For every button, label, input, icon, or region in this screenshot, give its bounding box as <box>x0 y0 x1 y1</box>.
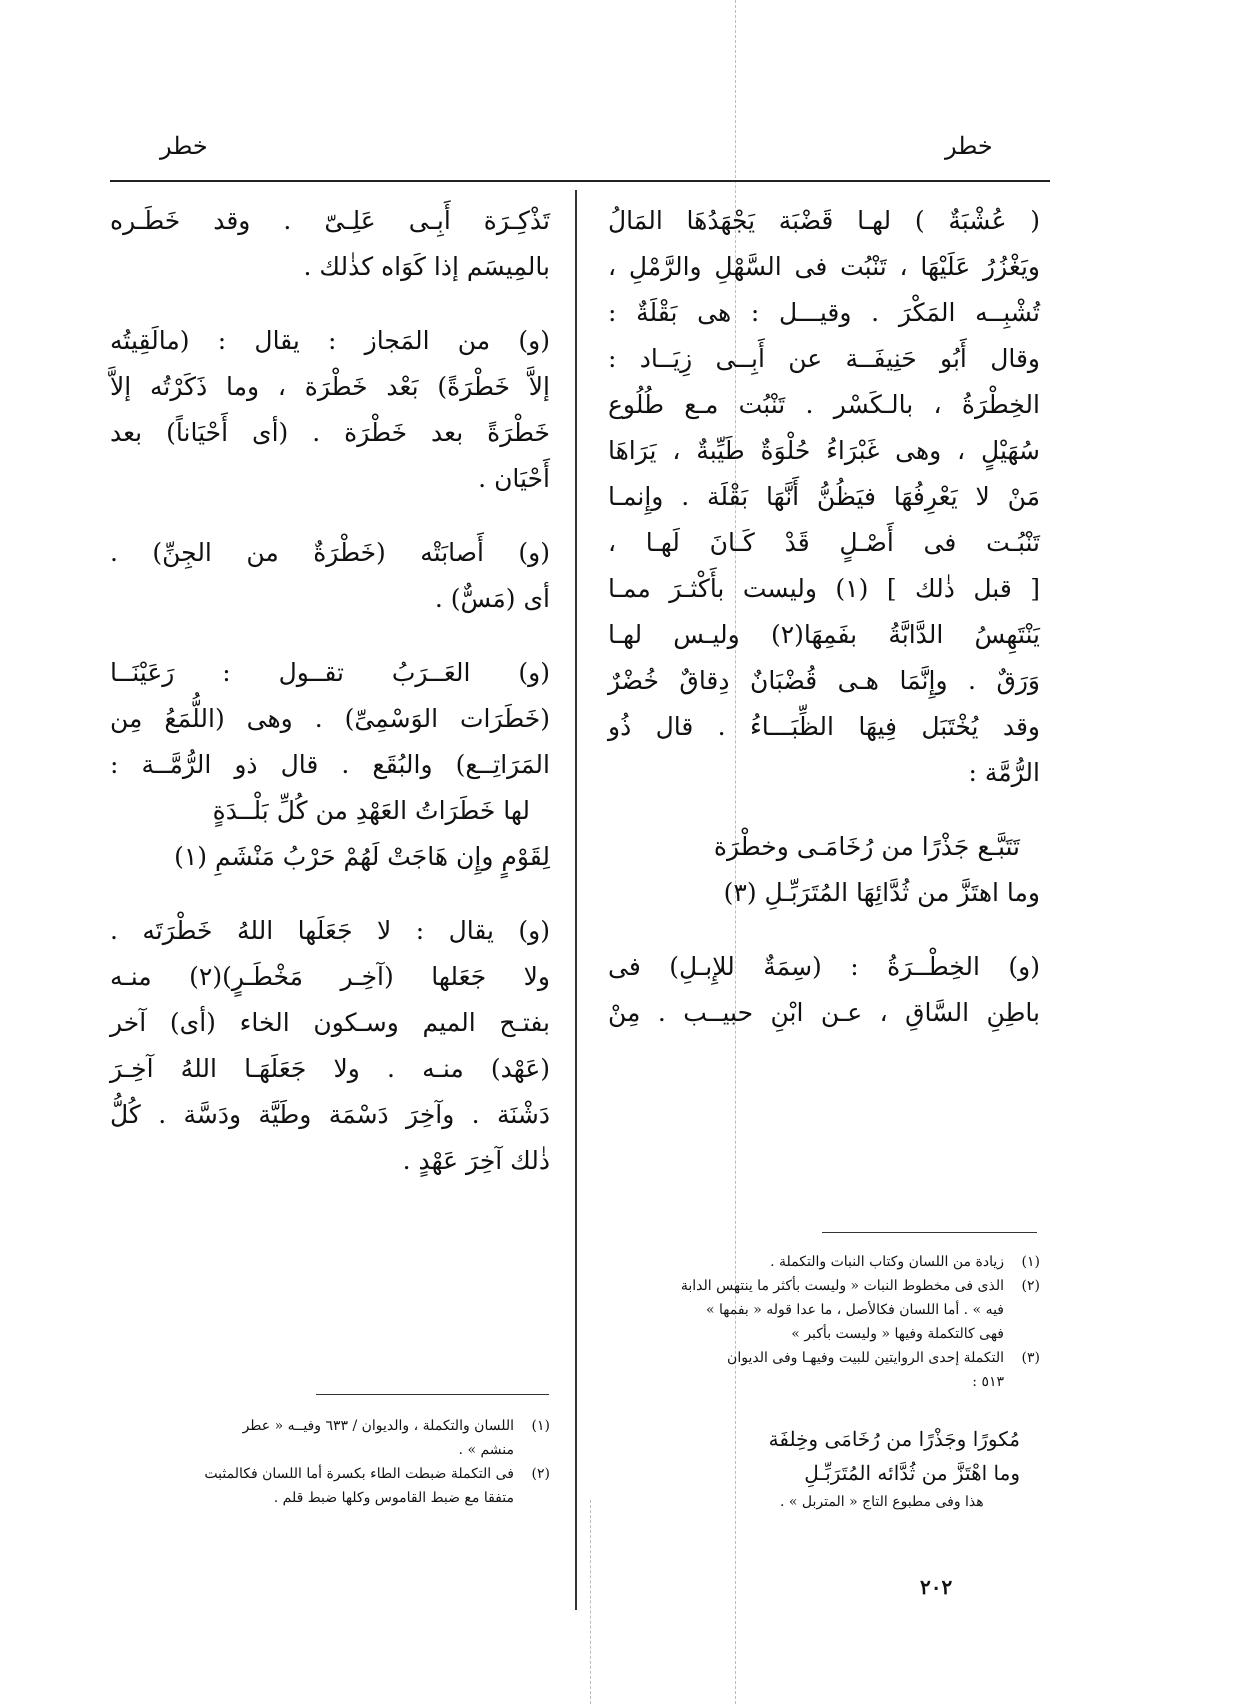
text-line: وَرَقٌ . وإِنَّمَا هـى قُضْبَانٌ دِقاقٌ خُضْرٌ <box>608 666 1040 695</box>
right-column <box>608 198 1040 1036</box>
text-line: تَذْكِـرَة أَبِـى عَلِـىّ . وقد خَطَـره <box>110 206 550 235</box>
text-line: سُهَيْلٍ ، وهى غَبْرَاءُ حُلْوَةٌ طَيِّبةٌ ، يَرَاهَا <box>608 436 1040 465</box>
footnote-number: (٣) <box>1021 1350 1040 1366</box>
text-line: (و) يقال : لا جَعَلَها اللهُ خَطْرَتَه . <box>110 916 550 945</box>
text-line: تَنْبُـت فى أَصْـلٍ قَدْ كَـانَ لَهـا ، <box>608 528 1040 557</box>
text-line: ( عُشْبَةٌ ) لهـا قَضْبَة يَجْهَدُهَا المَالُ <box>608 206 1040 235</box>
text-line: (خَطَرَات الوَسْمِىِّ) . وهى (اللُّمَعُ مِن <box>110 704 550 733</box>
footnote-line <box>150 1438 550 1462</box>
page-number: ٢٠٢ <box>920 1575 953 1599</box>
verse-hemistich: لِقَوْمٍ وإِن هَاجَتْ لَهُمْ حَرْبُ مَنْشَمِ (١) <box>174 842 550 871</box>
verse-hemistich: لها خَطَرَاتُ العَهْدِ من كُلِّ بَلْــدَةٍ <box>212 796 530 825</box>
text-line: باطِنِ السَّاقِ ، عـن ابْنِ حبيــب . مِنْ <box>608 998 1040 1027</box>
text-line: ولا جَعَلها (آخِـر مَخْطَـرٍ)(٢) منـه <box>110 962 550 991</box>
footnote-line <box>700 1370 1040 1394</box>
text-line: مَنْ لا يَعْرِفُهَا فيَظُنُّ أَنَّهَا بَقْلَة . وإِنمـا <box>608 482 1040 511</box>
text-line: (و) أَصابَتْه (خَطْرَةٌ من الجِنِّ) . <box>110 538 550 567</box>
footnote-text: فيه » . أما اللسان فكالأصل ، ما عدا قوله « بفمها » <box>706 1302 1004 1318</box>
header-rule <box>110 180 1050 182</box>
text-line: يَنْتَهِسُ الدَّابَّةُ بفَمِهَا(٢) وليـس لهـا <box>608 620 1040 649</box>
footnote-number: (١) <box>1021 1254 1040 1270</box>
verse-hemistich: وما اهتَزَّ من ثُدَّائِهَا المُتَرَبِّـلِ (٣) <box>723 878 1040 907</box>
footnote-text: اللسان والتكملة ، والديوان / ٦٣٣ وفيــه « عطر <box>242 1418 514 1434</box>
footnote-verse-hemistich: وما اهْتَزَّ من ثُدَّائه المُتَرَبِّـلِ <box>804 1461 1020 1485</box>
text-line: [ قبل ذٰلك ] (١) وليست بأَكْثـرَ ممـا <box>608 574 1040 603</box>
text-line: ويَغْزُرُ عَلَيْهَا ، تَنْبُت فى السَّهْلِ والرَّمْلِ ، <box>608 252 1040 281</box>
text-line: أى (مَسٌّ) . <box>434 584 550 613</box>
footnote-rule <box>822 1232 1037 1233</box>
footnote-number: (٢) <box>1021 1278 1040 1294</box>
footnote-line <box>700 1250 1040 1274</box>
text-line: المَرَاتِــع) والبُقَع . قال ذو الرُّمَّــة : <box>110 750 550 779</box>
text-line: (و) الخِطْــرَةُ : (سِمَةٌ للإِبـلِ) فى <box>608 952 1040 981</box>
footnote-line <box>150 1414 550 1438</box>
footnote-text: زيادة من اللسان وكتاب النبات والتكملة . <box>770 1254 1004 1270</box>
footnote-text: فى التكملة ضبطت الطاء بكسرة أما اللسان فكالمثبت <box>204 1466 514 1482</box>
text-line: أَحْيَان . <box>478 464 550 493</box>
footnote-rule <box>316 1394 549 1395</box>
left-column <box>110 198 550 1184</box>
footnote-text: ٥١٣ : <box>972 1374 1004 1390</box>
footnote-line <box>700 1322 1040 1346</box>
text-line: خَطْرَةً بعد خَطْرَة . (أى أَحْيَاناً) بعد <box>110 418 550 447</box>
text-line: (عَهْد) منـه . ولا جَعَلَهَـا اللهُ آخِـرَ <box>110 1054 550 1083</box>
text-line: (و) من المَجاز : يقال : (مالَقِيتُه <box>110 326 550 355</box>
footnote-number: (١) <box>531 1418 550 1434</box>
text-line: (و) العَــرَبُ تقــول : رَعَيْنَــا <box>110 658 550 687</box>
footnote-verse-hemistich: مُكورًا وجَذْرًا من رُخَامَى وخِلفَة <box>768 1427 1020 1451</box>
footnote-line <box>680 1274 1040 1298</box>
footnote-text: فهى كالتكملة وفيها « وليست بأكبر » <box>791 1326 1004 1342</box>
footnote-text: منشم » . <box>458 1442 514 1458</box>
footnote-text: التكملة إحدى الروايتين للبيت وفيهـا وفى الديوان <box>727 1350 1004 1366</box>
text-line: دَشْنَة . وآخِرَ دَسْمَة وطَيَّة ودَسَّة . كُلُّ <box>110 1100 550 1129</box>
running-head-right: خطر <box>945 132 993 160</box>
text-line: بالمِيسَم إذا كَوَاه كذٰلك . <box>303 252 550 281</box>
footnote-line <box>150 1486 550 1510</box>
footnotes-left <box>150 1414 550 1510</box>
text-line: وقد يُخْتَبَل فِيهَا الظِّبَـــاءُ . قال ذُو <box>608 712 1040 741</box>
footnote-tail: هذا وفى مطبوع التاج « المتربل » . <box>780 1494 984 1510</box>
text-line: الخِطْرَةُ ، بالـكَسْر . تَنْبُت مـع طُلُوع <box>608 390 1040 419</box>
footnote-text: الذى فى مخطوط النبات « وليست بأكثر ما ينتهس الدابة <box>680 1278 1004 1294</box>
text-line: تُشْبِــه المَكْرَ . وقيـــل : هى بَقْلَةٌ : <box>608 298 1040 327</box>
fold-line <box>590 1500 591 1704</box>
column-divider <box>575 190 577 1610</box>
text-line: وقال أَبُو حَنِيفَــة عن أَبِــى زِيَــاد : <box>608 344 1040 373</box>
footnote-text: متفقا مع ضبط القاموس وكلها ضبط قلم . <box>273 1490 514 1506</box>
footnote-line <box>700 1298 1040 1322</box>
text-line: الرُّمَّة : <box>968 758 1040 787</box>
footnote-line <box>700 1346 1040 1370</box>
footnote-line <box>150 1462 550 1486</box>
text-line: ذٰلك آخِرَ عَهْدٍ . <box>402 1146 550 1175</box>
footnotes-right <box>680 1250 1040 1394</box>
text-line: بفتـح الميم وسـكون الخاء (أى) آخر <box>110 1008 550 1037</box>
footnote-number: (٢) <box>531 1466 550 1482</box>
running-head-left: خطر <box>160 132 208 160</box>
verse-hemistich: تَتَبَّـع جَذْرًا من رُخَامَـى وخطْرَة <box>713 832 1020 861</box>
text-line: إلاَّ خَطْرَةً) بَعْد خَطْرَة ، وما ذَكَرْتُه إلاَّ <box>110 372 550 401</box>
